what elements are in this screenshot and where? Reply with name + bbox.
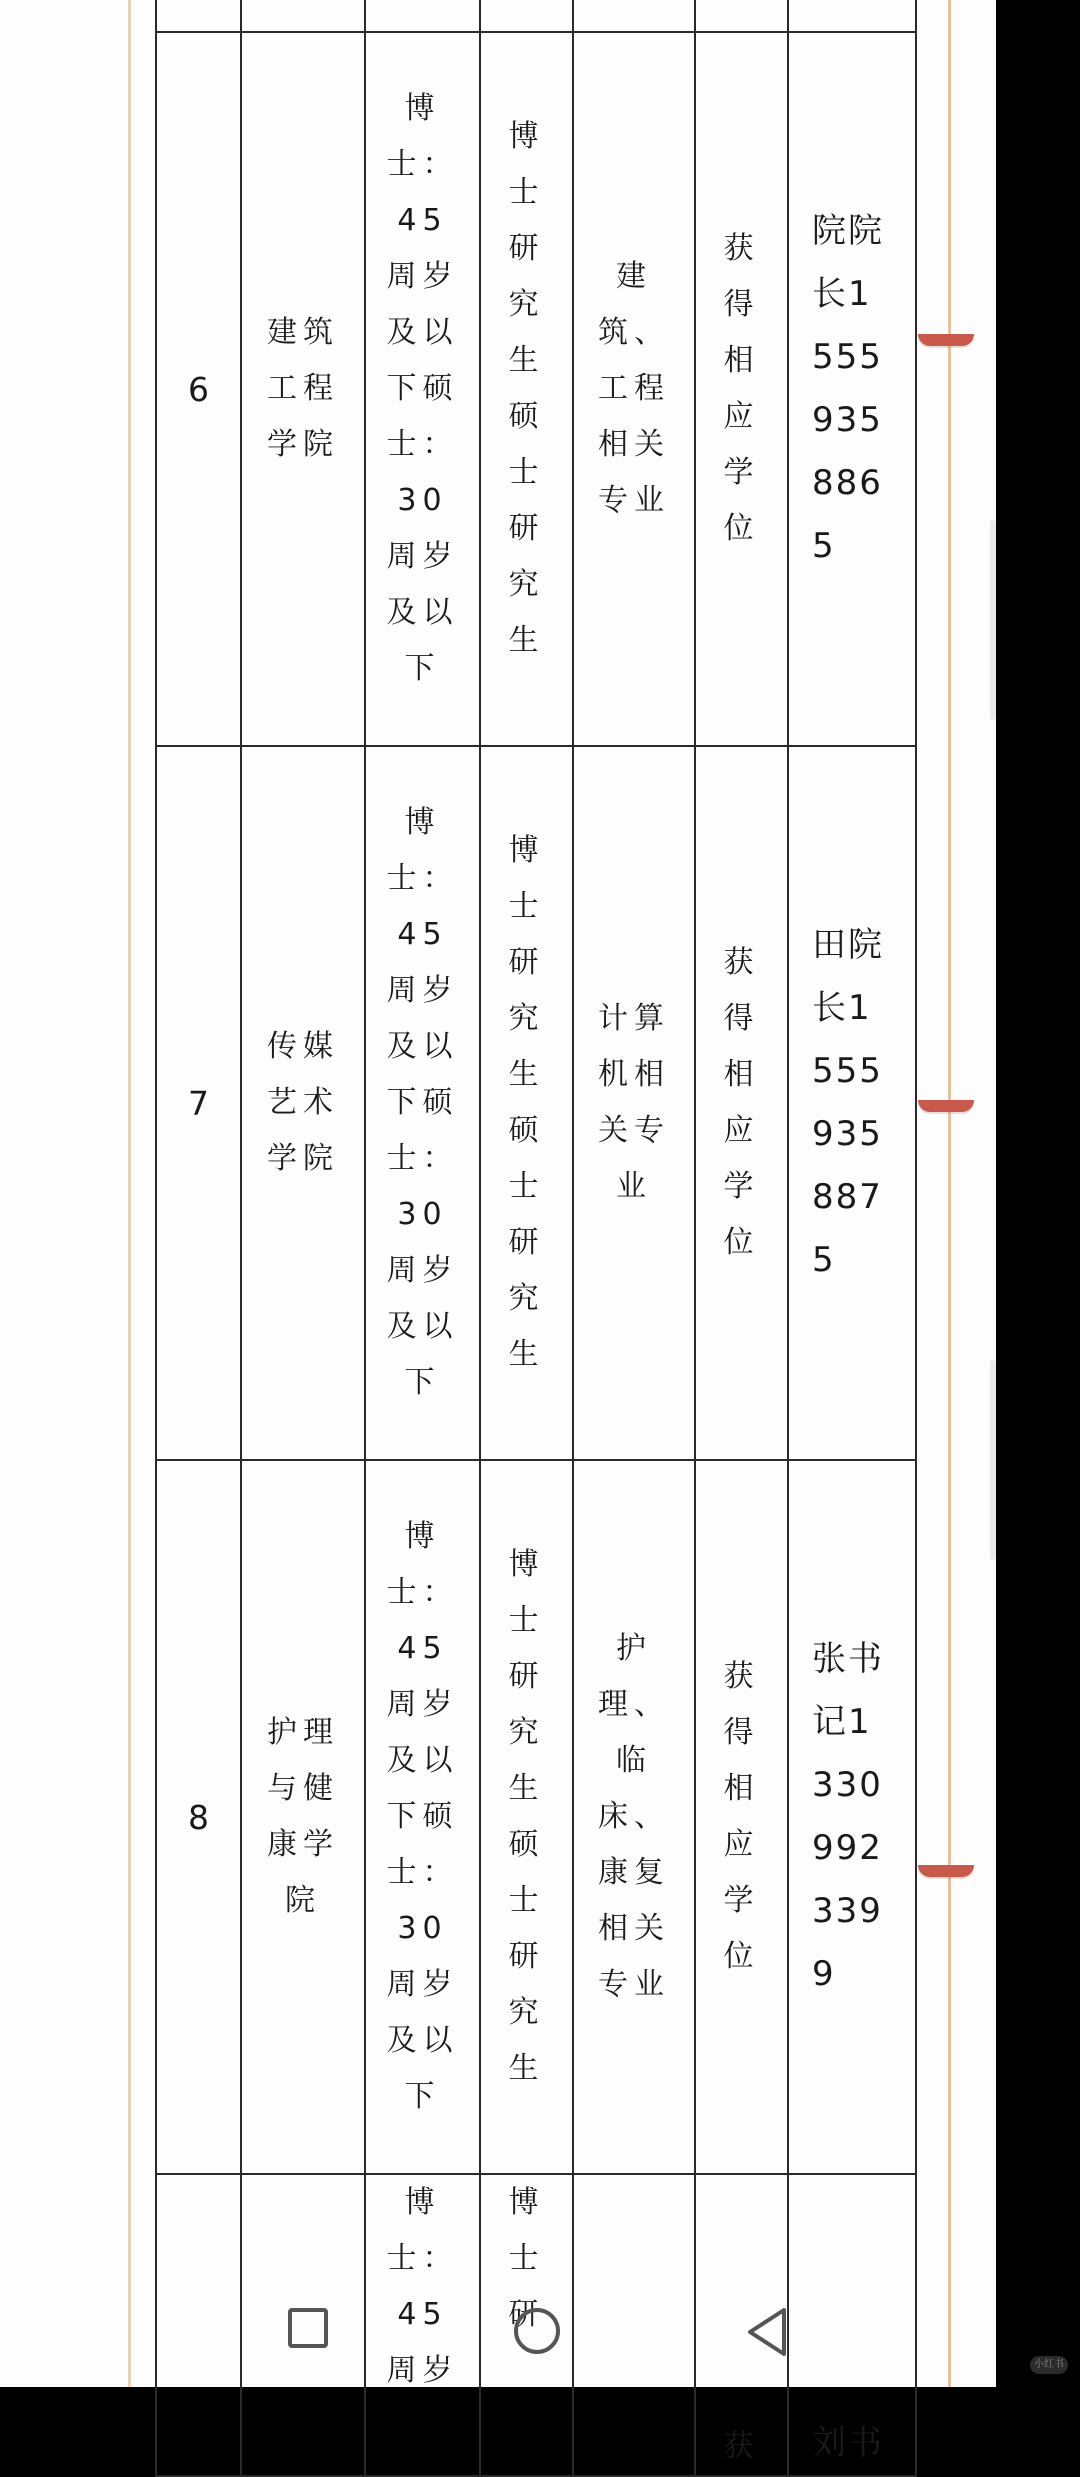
college-name: 护理与健康学院	[267, 1715, 339, 1918]
circle-icon[interactable]	[514, 2308, 560, 2354]
row-number: 8	[188, 1797, 209, 1837]
college-name: 建筑工程学院	[267, 315, 339, 462]
contact-info: 刘书	[812, 2423, 884, 2463]
row-number: 6	[188, 369, 209, 409]
contact-info: 张书记13309923399	[812, 1639, 884, 1994]
major-requirement: 计算机相关专业	[598, 1001, 670, 1204]
degree-requirement: 博士研	[508, 2185, 545, 2332]
degree-status: 获	[723, 2429, 760, 2464]
degree-status: 获得相应学位	[723, 1659, 760, 1974]
scroll-hint	[990, 1360, 996, 1560]
page-fold-right	[948, 0, 951, 2387]
recruitment-table	[155, 0, 917, 2477]
square-icon[interactable]	[288, 2308, 328, 2348]
table-row	[156, 32, 916, 746]
bookmark-tab-icon[interactable]	[918, 1100, 974, 1112]
contact-info: 田院长15559358875	[812, 925, 884, 1280]
degree-requirement: 博士研究生硕士研究生	[508, 119, 545, 658]
major-requirement: 护理、临床、康复相关专业	[598, 1631, 670, 2002]
triangle-back-icon[interactable]	[744, 2306, 788, 2358]
major-requirement: 建筑、工程相关专业	[598, 259, 670, 518]
degree-requirement: 博士研究生硕士研究生	[508, 1547, 545, 2086]
table-row	[156, 1460, 916, 2174]
bookmark-tab-icon[interactable]	[918, 1865, 974, 1877]
degree-requirement: 博士研究生硕士研究生	[508, 833, 545, 1372]
watermark: 小红书	[1030, 2356, 1068, 2374]
bookmark-tab-icon[interactable]	[918, 334, 974, 346]
age-requirement: 博士：45周岁及以下硕士：30周岁及以下	[386, 805, 459, 1400]
scroll-hint	[990, 520, 996, 720]
table-row-stub	[156, 0, 916, 32]
contact-info: 院院长15559358865	[812, 211, 884, 566]
page-fold-left	[128, 0, 131, 2387]
degree-status: 获得相应学位	[723, 945, 760, 1260]
age-requirement: 博士：45周岁及以下硕士：30周岁及以下	[386, 1519, 459, 2114]
row-number: 7	[188, 1083, 209, 1123]
college-name: 传媒艺术学院	[267, 1029, 339, 1176]
age-requirement: 博士：45周岁及以下硕士：30周岁及以下	[386, 91, 459, 686]
table-row	[156, 746, 916, 1460]
degree-status: 获得相应学位	[723, 231, 760, 546]
age-requirement: 博士：45周岁	[386, 2185, 459, 2388]
